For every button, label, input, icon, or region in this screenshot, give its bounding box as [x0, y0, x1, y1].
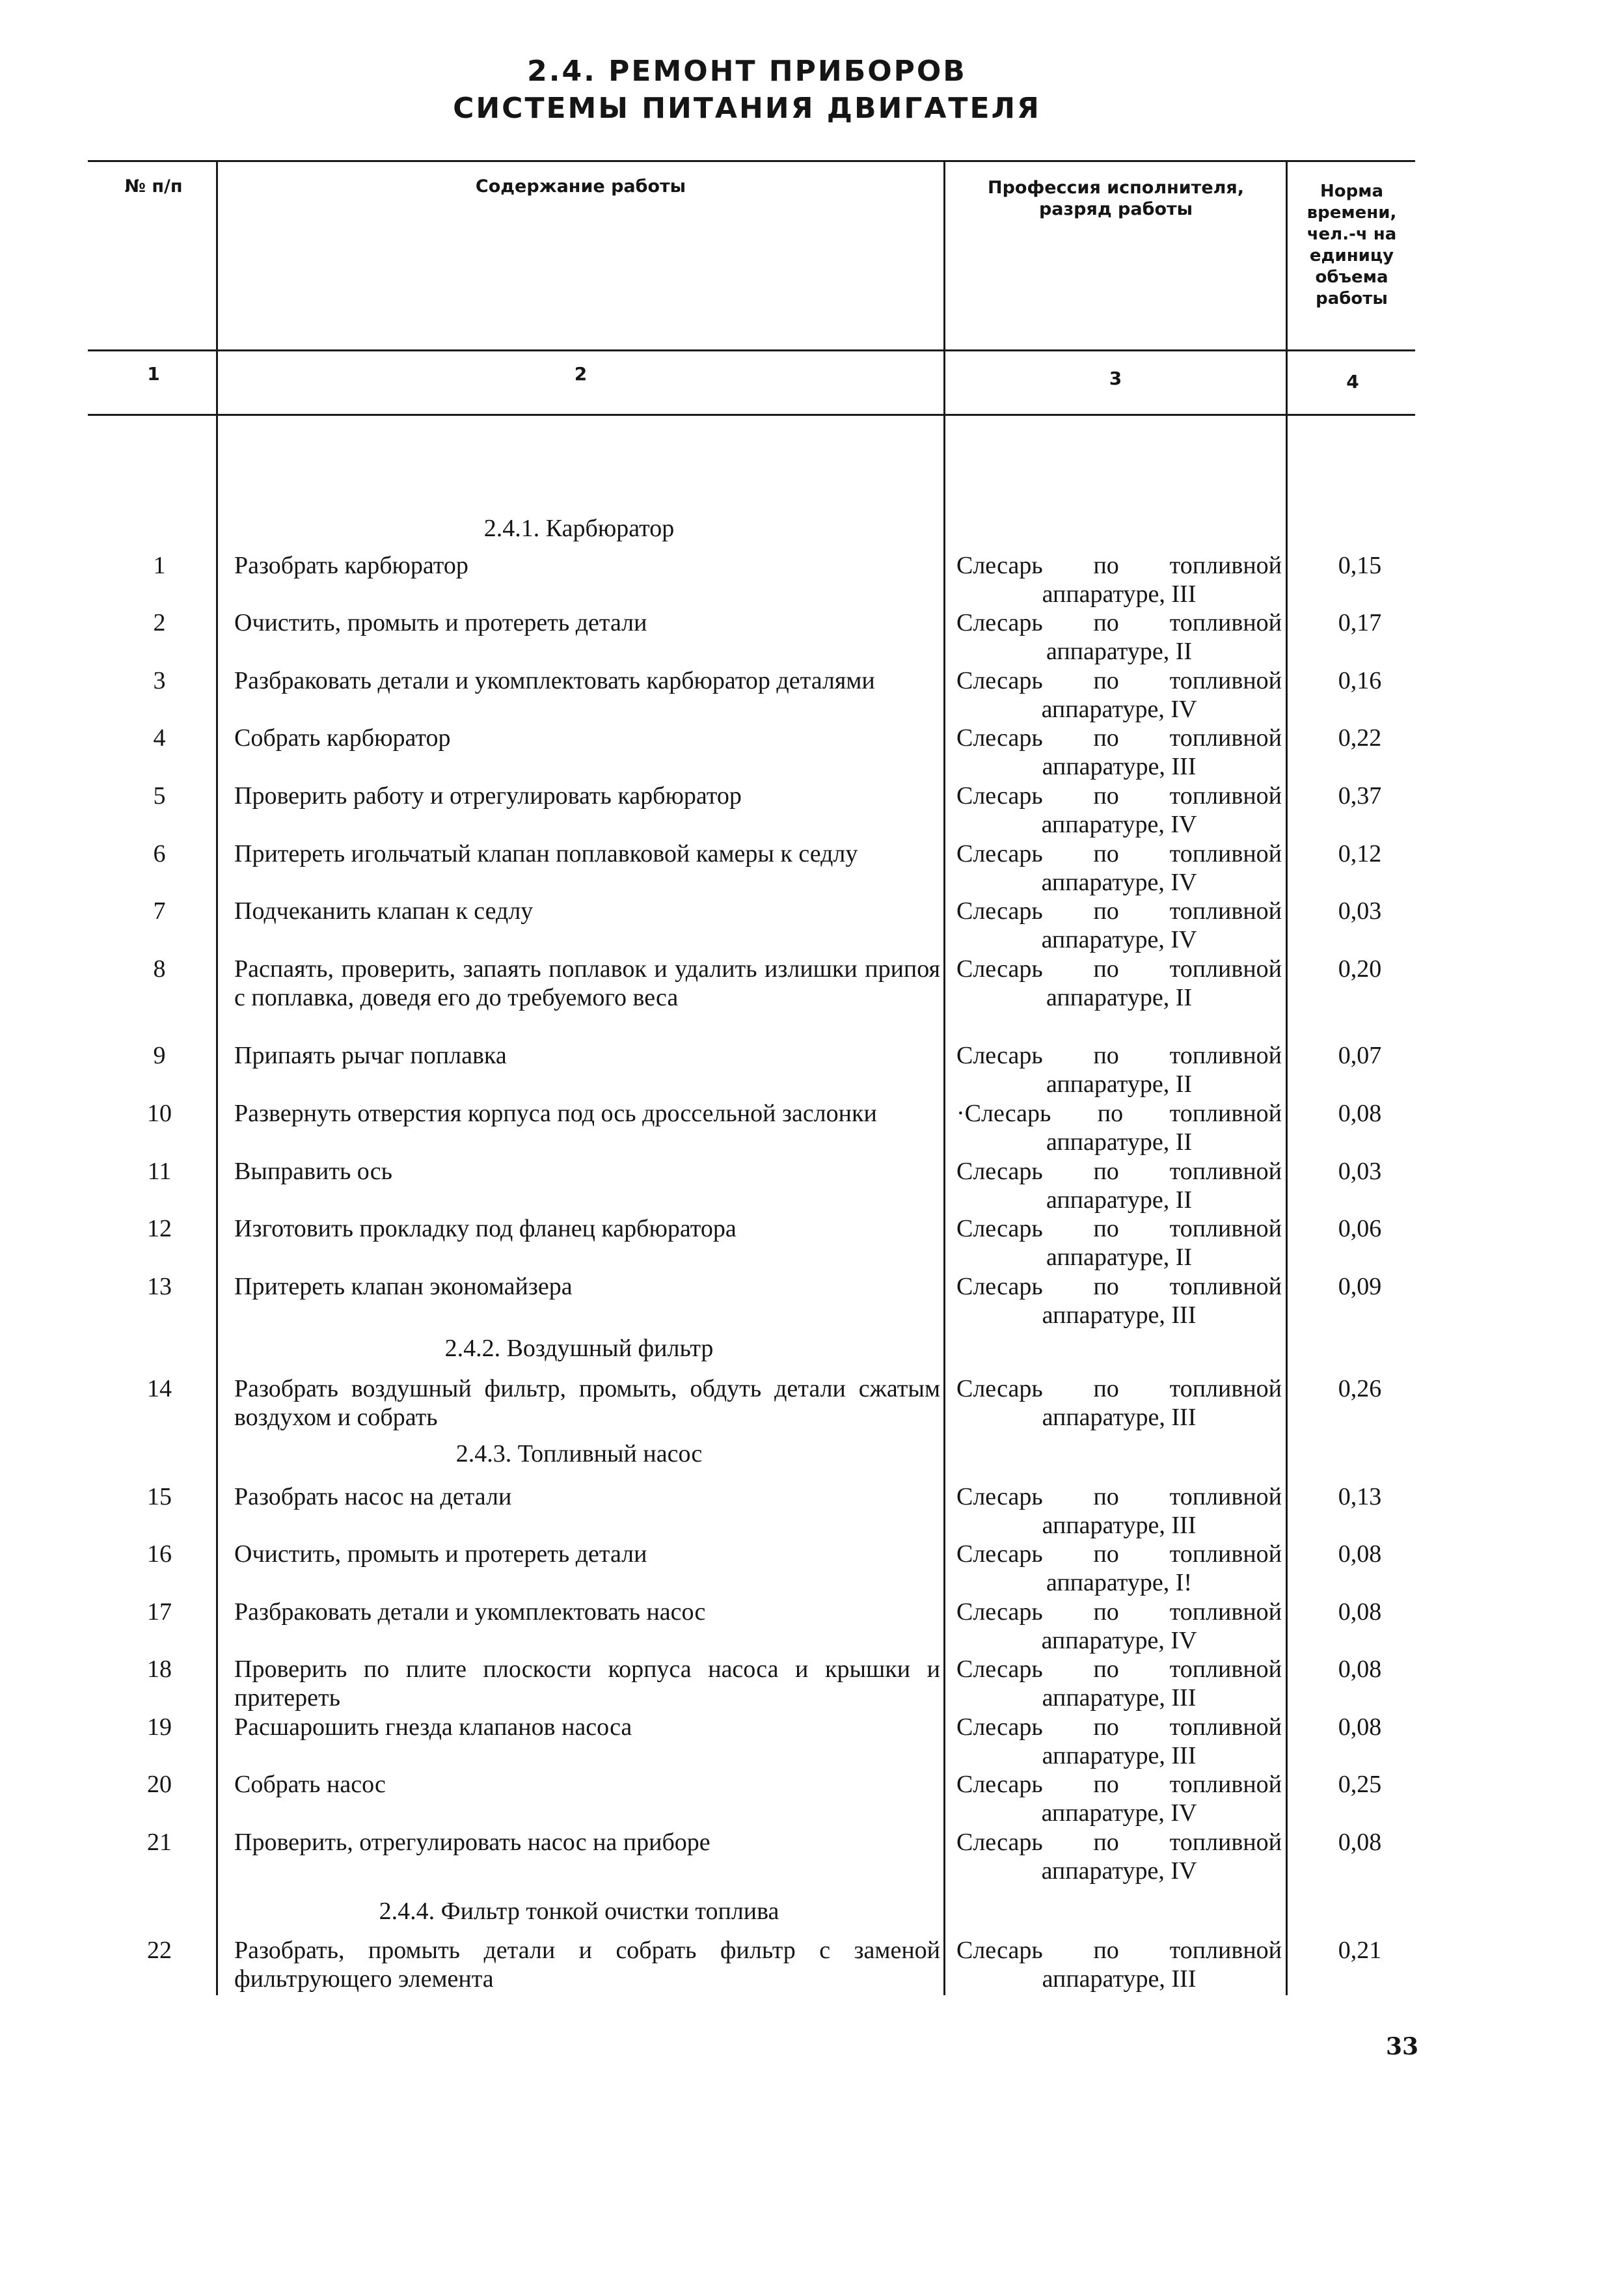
profession-grade: аппаратуре, II [1046, 1244, 1193, 1271]
profession-cell [956, 1099, 1282, 1156]
section-heading: 2.4.1. Карбюратор [483, 515, 675, 542]
profession-cell [956, 1041, 1282, 1098]
time-norm: 0,26 [1338, 1375, 1382, 1402]
work-description: Собрать насос [234, 1771, 386, 1798]
profession-title: Слесарь по топливной [956, 667, 1282, 694]
time-norm: 0,08 [1338, 1829, 1382, 1856]
work-description: Расшарошить гнезда клапанов насоса [234, 1713, 632, 1741]
row-number: 21 [147, 1829, 172, 1856]
profession-grade: аппаратуре, III [1042, 1404, 1197, 1431]
work-description: Разбраковать детали и укомплектовать насос [234, 1598, 706, 1626]
profession-title: Слесарь по топливной [956, 1273, 1282, 1300]
work-description: Собрать карбюратор [234, 724, 451, 752]
header-time-norm: Норма времени, чел.-ч на единицу объема работы [1306, 182, 1397, 308]
time-norm: 0,08 [1338, 1598, 1382, 1626]
table-row [0, 1041, 1624, 1098]
time-norm: 0,16 [1338, 667, 1382, 694]
column-number-1: 1 [147, 363, 160, 385]
table-top-rule [88, 160, 1415, 162]
page-number: 33 [1386, 2033, 1419, 2060]
row-number: 20 [147, 1771, 172, 1798]
profession-title: Слесарь по топливной [956, 1598, 1282, 1626]
work-description: Подчеканить клапан к седлу [234, 897, 534, 925]
profession-title: Слесарь по топливной [956, 1771, 1282, 1798]
profession-grade: аппаратуре, IV [1041, 1799, 1197, 1827]
work-description: Разбраковать детали и укомплектовать карбюратор деталями [234, 667, 875, 694]
profession-title: Слесарь по топливной [956, 955, 1282, 983]
profession-title: Слесарь по топливной [956, 1713, 1282, 1741]
time-norm: 0,25 [1338, 1771, 1382, 1798]
column-number-3: 3 [1109, 368, 1122, 389]
table-row [0, 955, 1624, 1012]
profession-title: Слесарь по топливной [956, 1656, 1282, 1683]
profession-cell [956, 1157, 1282, 1214]
section-heading: 2.4.3. Топливный насос [455, 1440, 703, 1467]
table-row [0, 1713, 1624, 1770]
table-row [0, 1157, 1624, 1214]
profession-grade: аппаратуре, IV [1041, 811, 1197, 838]
profession-cell [956, 551, 1282, 608]
profession-grade: аппаратуре, IV [1041, 696, 1197, 723]
profession-cell [956, 1770, 1282, 1827]
header-profession: Профессия исполнителя, разряд работы [987, 178, 1245, 219]
table-row [0, 666, 1624, 724]
section-heading: 2.4.2. Воздушный фильтр [444, 1335, 714, 1362]
profession-grade: аппаратуре, IV [1041, 1857, 1197, 1885]
row-number: 6 [153, 840, 166, 867]
time-norm: 0,07 [1338, 1042, 1382, 1069]
profession-cell [956, 1482, 1282, 1540]
row-number: 16 [147, 1540, 172, 1568]
time-norm: 0,09 [1338, 1273, 1382, 1300]
work-description: Разобрать насос на детали [234, 1483, 512, 1510]
profession-grade: аппаратуре, III [1042, 1742, 1197, 1769]
time-norm: 0,08 [1338, 1656, 1382, 1683]
profession-title: Слесарь по топливной [956, 1215, 1282, 1242]
profession-grade: аппаратуре, II [1046, 984, 1193, 1011]
profession-grade: аппаратуре, II [1046, 1128, 1193, 1156]
row-number: 5 [153, 782, 166, 810]
work-description: Распаять, проверить, запаять поплавок и удалить излишки припоя с поплавка, доведя его до требуемого веса [234, 955, 940, 1011]
profession-grade: аппаратуре, IV [1041, 926, 1197, 953]
profession-cell [956, 1540, 1282, 1597]
table-row [0, 1272, 1624, 1329]
section-heading: 2.4.4. Фильтр тонкой очистки топлива [379, 1898, 779, 1925]
profession-cell [956, 608, 1282, 666]
time-norm: 0,17 [1338, 609, 1382, 636]
table-row [0, 1099, 1624, 1156]
time-norm: 0,20 [1338, 955, 1382, 983]
table-row [0, 551, 1624, 608]
profession-grade: аппаратуре, III [1042, 1512, 1197, 1539]
profession-cell [956, 1272, 1282, 1329]
time-norm: 0,03 [1338, 897, 1382, 925]
row-number: 2 [153, 609, 166, 636]
table-row [0, 1770, 1624, 1827]
row-number: 1 [153, 552, 166, 579]
profession-cell [956, 839, 1282, 897]
work-description: Притереть игольчатый клапан поплавковой камеры к седлу [234, 840, 858, 867]
row-number: 15 [147, 1483, 172, 1510]
profession-grade: аппаратуре, III [1042, 1684, 1197, 1711]
profession-title: Слесарь по топливной [956, 1540, 1282, 1568]
profession-title: Слесарь по топливной [956, 1937, 1282, 1964]
time-norm: 0,15 [1338, 552, 1382, 579]
time-norm: 0,37 [1338, 782, 1382, 810]
row-number: 4 [153, 724, 166, 752]
row-number: 11 [147, 1158, 172, 1185]
table-row [0, 839, 1624, 897]
header-work-content: Содержание работы [475, 176, 686, 197]
profession-title: Слесарь по топливной [956, 1829, 1282, 1856]
profession-grade: аппаратуре, III [1042, 1965, 1197, 1993]
work-description: Проверить работу и отрегулировать карбюратор [234, 782, 742, 810]
time-norm: 0,03 [1338, 1158, 1382, 1185]
work-description: Проверить по плите плоскости корпуса насоса и крышки и притереть [234, 1656, 940, 1711]
time-norm: 0,08 [1338, 1713, 1382, 1741]
profession-title: Слесарь по топливной [956, 552, 1282, 579]
work-description: Притереть клапан экономайзера [234, 1273, 573, 1300]
table-row [0, 1214, 1624, 1272]
row-number: 8 [153, 955, 166, 983]
profession-grade: аппаратуре, III [1042, 753, 1197, 780]
row-number: 22 [147, 1937, 172, 1964]
table-row [0, 608, 1624, 666]
profession-title: Слесарь по топливной [956, 897, 1282, 925]
row-number: 10 [147, 1100, 172, 1127]
profession-cell [956, 1598, 1282, 1655]
row-number: 19 [147, 1713, 172, 1741]
table-row [0, 897, 1624, 954]
profession-title: Слесарь по топливной [956, 1375, 1282, 1402]
table-row [0, 782, 1624, 839]
row-number: 9 [153, 1042, 166, 1069]
profession-cell [956, 955, 1282, 1012]
header-number: № п/п [124, 176, 183, 197]
table-row [0, 1374, 1624, 1432]
profession-grade: аппаратуре, III [1042, 1302, 1197, 1329]
time-norm: 0,08 [1338, 1540, 1382, 1568]
profession-grade: аппаратуре, IV [1041, 869, 1197, 896]
document-title-line-1: 2.4. РЕМОНТ ПРИБОРОВ [527, 55, 967, 88]
row-number: 12 [147, 1215, 172, 1242]
profession-cell [956, 724, 1282, 781]
profession-title: Слесарь по топливной [956, 782, 1282, 810]
profession-title: Слесарь по топливной [956, 724, 1282, 752]
work-description: Проверить, отрегулировать насос на приборе [234, 1829, 710, 1856]
table-row [0, 1598, 1624, 1655]
time-norm: 0,22 [1338, 724, 1382, 752]
profession-cell [956, 782, 1282, 839]
work-description: Выправить ось [234, 1158, 392, 1185]
profession-title: Слесарь по топливной [956, 1042, 1282, 1069]
profession-grade: аппаратуре, IV [1041, 1627, 1197, 1654]
time-norm: 0,12 [1338, 840, 1382, 867]
work-description: Очистить, промыть и протереть детали [234, 1540, 647, 1568]
work-description: Развернуть отверстия корпуса под ось дроссельной заслонки [234, 1100, 877, 1127]
time-norm: 0,21 [1338, 1937, 1382, 1964]
row-number: 18 [147, 1656, 172, 1683]
profession-cell [956, 1655, 1282, 1712]
table-row [0, 1936, 1624, 1993]
document-title-line-2: СИСТЕМЫ ПИТАНИЯ ДВИГАТЕЛЯ [453, 92, 1041, 125]
profession-grade: аппаратуре, II [1046, 638, 1193, 665]
profession-cell [956, 897, 1282, 954]
row-number: 3 [153, 667, 166, 694]
table-row [0, 724, 1624, 781]
work-description: Очистить, промыть и протереть детали [234, 609, 647, 636]
table-column-number-rule [88, 414, 1415, 416]
profession-cell [956, 1936, 1282, 1993]
column-number-4: 4 [1346, 371, 1359, 392]
profession-grade: аппаратуре, III [1042, 580, 1197, 608]
profession-grade: аппаратуре, II [1046, 1070, 1193, 1098]
profession-cell [956, 1828, 1282, 1885]
profession-title: Слесарь по топливной [956, 1483, 1282, 1510]
work-description: Изготовить прокладку под фланец карбюратора [234, 1215, 737, 1242]
profession-title: ·Слесарь по топливной [956, 1100, 1282, 1127]
table-row [0, 1828, 1624, 1885]
profession-cell [956, 666, 1282, 724]
profession-grade: аппаратуре, II [1046, 1186, 1193, 1214]
work-description: Разобрать, промыть детали и собрать фильтр с заменой фильтрующего элемента [234, 1937, 940, 1993]
profession-title: Слесарь по топливной [956, 1158, 1282, 1185]
profession-title: Слесарь по топливной [956, 840, 1282, 867]
work-description: Разобрать воздушный фильтр, промыть, обдуть детали сжатым воздухом и собрать [234, 1375, 940, 1431]
row-number: 13 [147, 1273, 172, 1300]
table-header-rule [88, 349, 1415, 351]
time-norm: 0,06 [1338, 1215, 1382, 1242]
row-number: 14 [147, 1375, 172, 1402]
table-row [0, 1482, 1624, 1540]
column-number-2: 2 [574, 363, 588, 385]
profession-cell [956, 1374, 1282, 1432]
table-row [0, 1540, 1624, 1597]
time-norm: 0,08 [1338, 1100, 1382, 1127]
time-norm: 0,13 [1338, 1483, 1382, 1510]
work-description: Припаять рычаг поплавка [234, 1042, 507, 1069]
row-number: 7 [153, 897, 166, 925]
profession-grade: аппаратуре, I! [1046, 1569, 1193, 1596]
profession-cell [956, 1214, 1282, 1272]
profession-cell [956, 1713, 1282, 1770]
profession-title: Слесарь по топливной [956, 609, 1282, 636]
row-number: 17 [147, 1598, 172, 1626]
table-row [0, 1655, 1624, 1712]
work-description: Разобрать карбюратор [234, 552, 468, 579]
